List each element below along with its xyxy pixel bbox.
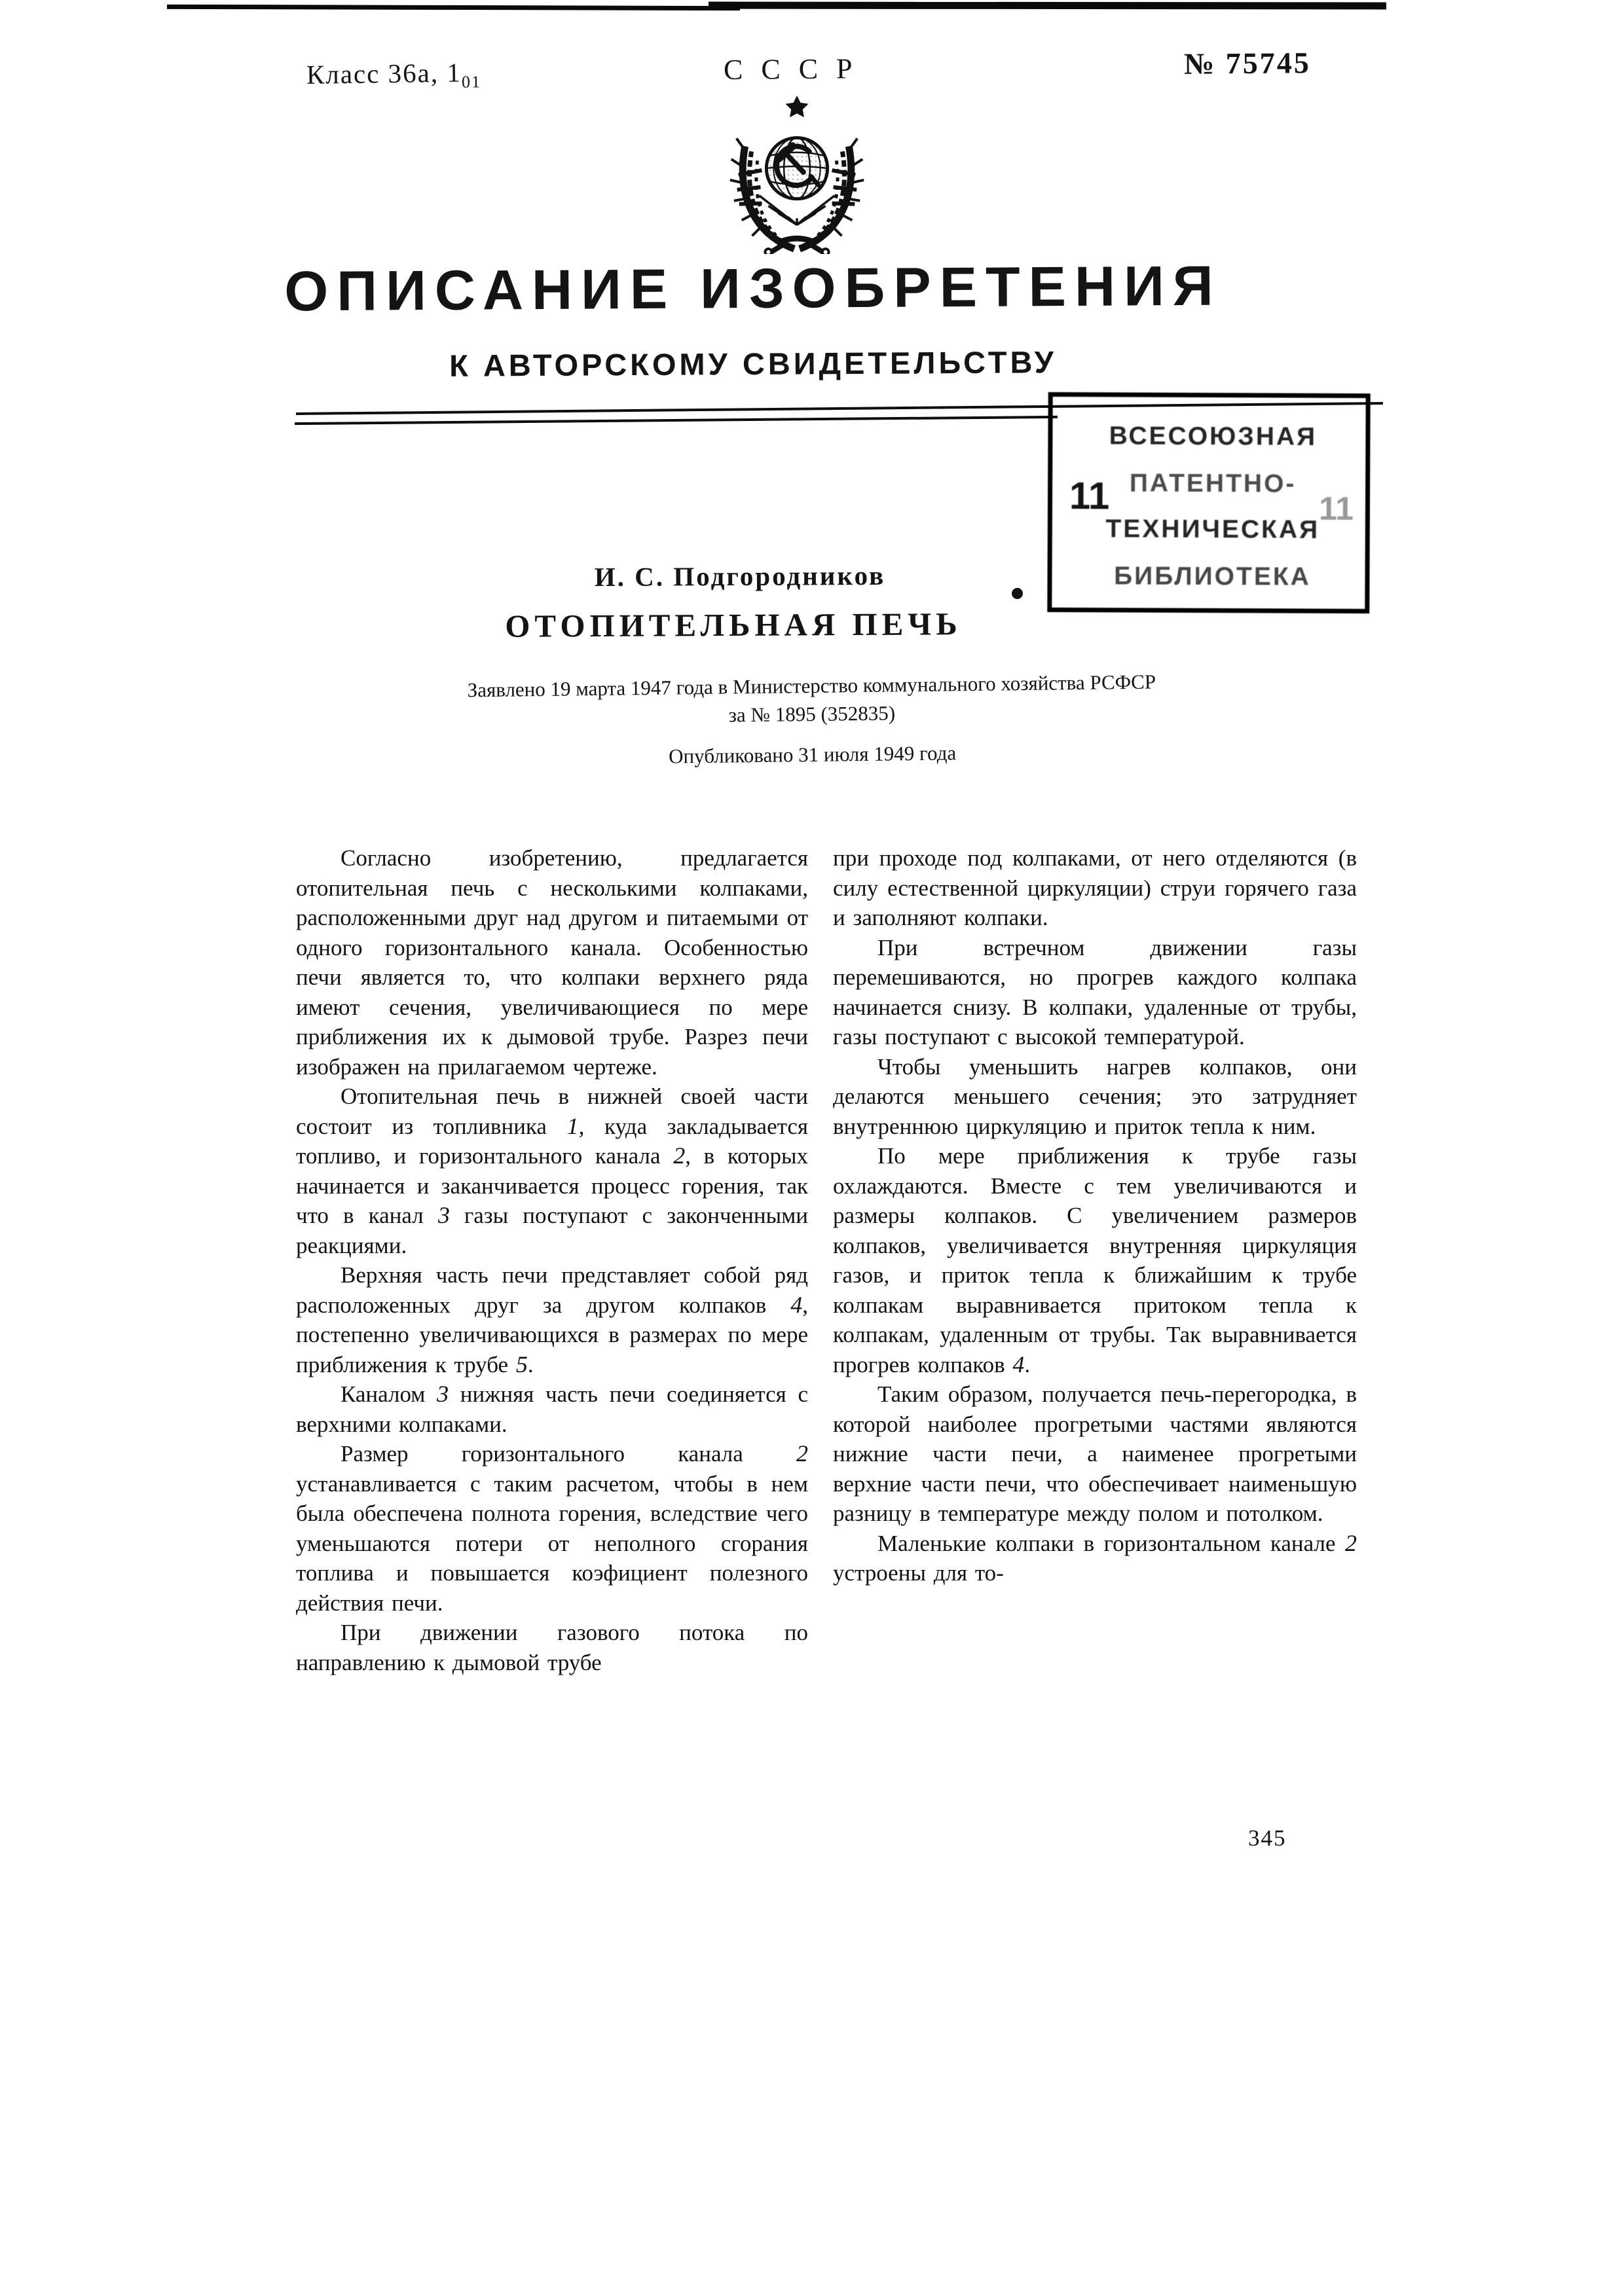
paragraph: При движении газового потока по направлению к дымовой трубе — [296, 1620, 808, 1675]
paragraph: Согласно изобретению, предлагается отопительная печь с несколькими колпаками, расположенными друг над другом и питаемыми от одного горизонтального канала. Особенностью печи является то, что колпаки верхнего ряда имеют сечения, увеличивающиеся по мере приближения их к дымовой трубе. Разрез печи изображен на прилагаемом чертеже. — [296, 845, 808, 1080]
paragraph: По мере приближения к трубе газы охлаждаются. Вместе с тем увеличиваются и размеры колпаков. С увеличением размеров колпаков, увеличивается внутренняя циркуляция газов, и приток тепла к ближайшим к трубе колпакам выравнивается притоком тепла к колпакам, удаленным от трубы. Так выравнивается прогрев колпаков 4. — [833, 1143, 1357, 1377]
star-icon — [785, 96, 808, 117]
filing-info — [153, 664, 1471, 777]
author-name: И. С. Подгородников — [594, 560, 886, 592]
stamp-line: ПАТЕНТНО- — [1129, 469, 1297, 498]
stamp-line: БИБЛИОТЕКА — [1114, 562, 1311, 591]
stamp-line: ВСЕСОЮЗНАЯ — [1109, 422, 1318, 451]
paragraph: Отопительная печь в нижней своей части состоит из топливника 1, куда закладывается топливо, и горизонтального канала 2, в которых начинается и заканчивается процесс горения, так что в канал 3 газы поступают с законченными реакциями. — [296, 1084, 808, 1258]
ussr-coat-of-arms-icon — [718, 92, 876, 254]
paragraph: Чтобы уменьшить нагрев колпаков, они делаются меньшего сечения; это затрудняет внутреннюю циркуляцию и приток тепла к ним. — [833, 1053, 1357, 1139]
stamp-line: ТЕХНИЧЕСКАЯ — [1105, 515, 1320, 544]
globe — [766, 137, 827, 198]
paragraph: Таким образом, получается печь-перегородка, в которой наиболее прогретыми частями являются нижние части печи, а наименее прогретыми верхние части печи, что обеспечивает наименьшую разницу в температуре между полом и потолком. — [833, 1381, 1357, 1526]
body-right-column — [833, 843, 1357, 1588]
paragraph: Маленькие колпаки в горизонтальном канале 2 устроены для то- — [833, 1529, 1357, 1586]
patent-class-label: Класс 36а, $1_{01}$ — [306, 57, 482, 92]
patent-number: № 75745 — [1183, 46, 1311, 81]
filed-line-1: Заявлено 19 марта 1947 года в Министерство коммунального хозяйства РСФСР — [467, 670, 1156, 702]
page-number: 345 — [1248, 1825, 1287, 1851]
document-title: ОПИСАНИЕ ИЗОБРЕТЕНИЯ — [284, 254, 1222, 323]
country-label: СССР — [723, 52, 871, 86]
paragraph: Каналом 3 нижняя часть печи соединяется с верхними колпаками. — [296, 1381, 808, 1437]
paragraph: Размер горизонтального канала 2 устанавливается с таким расчетом, чтобы в нем была обеспечена полнота горения, вследствие чего уменьшаются потери от неполного сгорания топлива и повышается коэфициент полезного действия печи. — [296, 1440, 808, 1616]
stamp-number-right: 11 — [1318, 490, 1354, 527]
stamp-number-left: 11 — [1069, 475, 1110, 518]
divider-rule-bottom — [295, 416, 1058, 425]
scan-edge-rule — [167, 5, 740, 10]
paragraph: При встречном движении газы перемешиваются, но прогрев каждого колпака начинается снизу. В колпаки, удаленные от трубы, газы поступают с высокой температурой. — [833, 934, 1357, 1049]
scan-edge-rule — [709, 2, 1386, 10]
invention-title: ОТОПИТЕЛЬНАЯ ПЕЧЬ — [505, 606, 962, 644]
filed-line-2: за № 1895 (352835) — [728, 701, 896, 727]
paragraph: Верхняя часть печи представляет собой ряд расположенных друг за другом колпаков 4, постепенно увеличивающихся в размерах по мере приближения к трубе 5. — [296, 1262, 808, 1377]
body-left-column — [296, 843, 808, 1677]
document-subtitle: К АВТОРСКОМУ СВИДЕТЕЛЬСТВУ — [449, 344, 1058, 383]
published-line: Опубликовано 31 июля 1949 года — [668, 741, 957, 768]
paragraph: при проходе под колпаками, от него отделяются (в силу естественной циркуляции) струи горячего газа и заполняют колпаки. — [833, 845, 1357, 930]
